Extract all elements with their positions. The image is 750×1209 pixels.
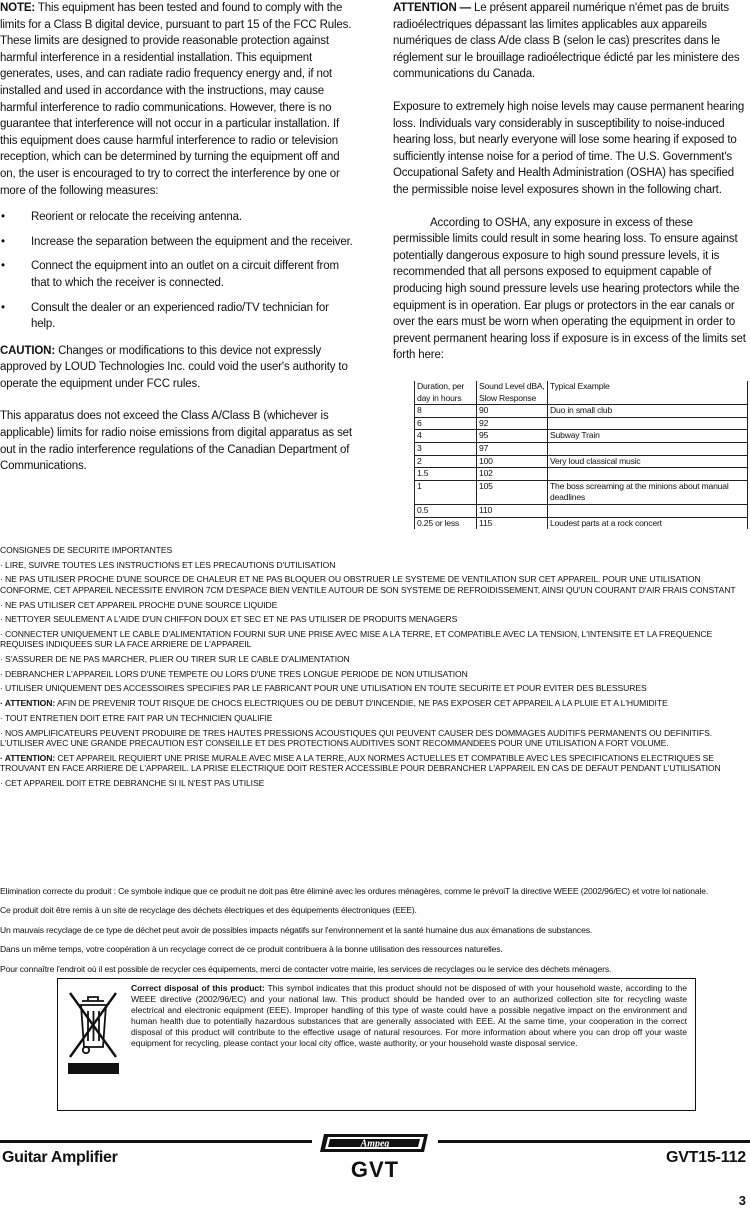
table-row: 0.25 or less 115 Loudest parts at a rock concert: [415, 517, 748, 529]
list-item: · S'ASSURER DE NE PAS MARCHER, PLIER OU TIRER SUR LE CABLE D'ALIMENTATION: [0, 654, 350, 665]
caution-paragraph: CAUTION: Changes or modifications to this device not expressly approved by LOUD Technologies Inc. could void the user's authority to operate the equipment under FCC rules.: [0, 344, 348, 390]
table-row: 1 105 The boss screaming at the minions about manual deadlines: [415, 480, 748, 504]
list-item: · NE PAS UTILISER CET APPAREIL PROCHE D'UNE SOURCE LIQUIDE: [0, 599, 278, 610]
french-weee-notice: [0, 886, 748, 983]
weee-fr-paragraph: Pour connaître l'endroit où il est possible de recycler ces équipements, merci de contacter votre mairie, les services de recyclages ou le service des déchets ménagers.: [0, 963, 612, 974]
table-header-cell: Typical Example: [548, 381, 748, 405]
weee-fr-paragraph: Un mauvais recyclage de ce type de déchet peut avoir de possibles impacts négatifs sur l'environnement et la santé humaine dus aux émanations de substances.: [0, 924, 593, 935]
table-row: 4 95 Subway Train: [415, 430, 748, 443]
list-item: · NETTOYER SEULEMENT A L'AIDE D'UN CHIFFON DOUX ET SEC ET NE PAS UTILISER DE PRODUITS MENAGERS: [0, 614, 458, 625]
list-item: · NOS AMPLIFICATEURS PEUVENT PRODUIRE DE TRES HAUTES PRESSIONS ACOUSTIQUES QUI PEUVENT CAUSER DES DOMMAGES AUDITIFS PERMANENTS OU DEFINITIFS. L'UTILISER AVEC UNE GRANDE PRECAUTION EST CONSEILLE ET DES PROTECTIONS AUDITIVES SONT RECOMMANDEES POUR UNE UTILISATION A FORT VOLUME.: [0, 727, 713, 748]
footer-rule-left: [0, 1140, 312, 1143]
list-item: · TOUT ENTRETIEN DOIT ETRE FAIT PAR UN TECHNICIEN QUALIFIE: [0, 712, 273, 723]
attention-label: ATTENTION —: [393, 2, 471, 14]
page-footer: [0, 1130, 750, 1190]
table-header-row: [415, 381, 748, 405]
footer-product-type: Guitar Amplifier: [2, 1149, 118, 1166]
crossed-out-wheelie-bin-icon: [66, 987, 121, 1075]
footer-model-number: GVT15-112: [665, 1149, 746, 1166]
list-item: · ATTENTION: AFIN DE PREVENIR TOUT RISQUE DE CHOCS ELECTRIQUES OU DE DEBUT D'INCENDIE, NE PAS EXPOSER CET APPAREIL A LA PLUIE ET A L'HUMIDITE: [0, 698, 668, 709]
table-row: 6 92: [415, 417, 748, 430]
osha-paragraph: According to OSHA, any exposure in excess of these permissible limits could result in some hearing loss. To ensure against potentially dangerous exposure to high sound pressure levels, it is recommended that all persons exposed to equipment capable of producing high sound pressure levels use hearing protectors while the equipment is in operation. Ear plugs or protectors in the ear canals or over the ears must be worn when operating the equipment in order to prevent permanent hearing loss if exposure is in excess of the limits set forth here:: [393, 216, 746, 362]
list-item: • Increase the separation between the equipment and the receiver.: [1, 235, 353, 248]
fcc-measures-list: [0, 209, 356, 333]
list-item: · NE PAS UTILISER PROCHE D'UNE SOURCE DE CHALEUR ET NE PAS BLOQUER OU OBSTRUER LE SYSTEME DE VENTILATION SUR CET APPAREIL. POUR UNE UTILISATION CONFORME, CET APPAREIL NECESSITE ENVIRON 7CM D'ESPACE BIEN VENTILE AUTOUR DE SON SYSTEME DE REFROIDISSEMENT, AINSI QU'UN COURANT D'AIR FRAIS CONSTANT: [0, 574, 736, 595]
weee-disposal-label: Correct disposal of this product:: [131, 983, 265, 993]
list-item: · LIRE, SUIVRE TOUTES LES INSTRUCTIONS ET LES PRECAUTIONS D'UTILISATION: [0, 559, 336, 570]
list-item: · UTILISER UNIQUEMENT DES ACCESSOIRES SPECIFIES PAR LE FABRICANT POUR UNE UTILISATION EN TOUTE SECURITE ET POUR EVITER DES BLESSURES: [0, 683, 647, 694]
weee-fr-paragraph: Ce produit doit être remis à un site de recyclage des déchets électriques et des équipements électroniques (EEE).: [0, 905, 417, 916]
list-item: • Consult the dealer or an experienced radio/TV technician for help.: [1, 301, 329, 331]
left-column: [0, 0, 356, 475]
list-item: • Reorient or relocate the receiving antenna.: [1, 211, 242, 224]
table-row: 0.5 110: [415, 504, 748, 517]
french-safety-title: CONSIGNES DE SECURITE IMPORTANTES: [0, 545, 173, 555]
ampeg-logo: [318, 1130, 432, 1156]
attention-paragraph: ATTENTION — Le présent appareil numérique n'émet pas de bruits radioélectriques dépassant las limites applicables aux appareils numériques de class A/de class B (selon le cas) prescrites dans le réglement sur le brouillage radioélectrique édicté par les ministere des communications du Canada.: [393, 2, 740, 81]
apparatus-paragraph: This apparatus does not exceed the Class A/Class B (whichever is applicable) limits for radio noise emissions from digital apparatus as set out in the radio interference regulations of the Canadian Department of Communications.: [0, 410, 352, 473]
french-safety-instructions: [0, 545, 748, 792]
exposure-paragraph: Exposure to extremely high noise levels may cause permanent hearing loss. Individuals vary considerably in susceptibility to noise-induced hearing loss, but nearly everyone will lose some hearing if exposed to sufficiently intense noise for a period of time. The U.S. Government's Occupational Safety and Health Administration (OSHA) has specified the permissible noise level exposures shown in the following chart.: [393, 100, 745, 196]
osha-noise-table: [414, 381, 748, 529]
table-row: 3 97: [415, 442, 748, 455]
fcc-note-text: This equipment has been tested and found to comply with the limits for a Class B digital device, pursuant to part 15 of the FCC Rules. These limits are designed to provide reasonable protection against harmful interference in a residential installation. This equipment generates, uses, and can radiate radio frequency energy and, if not installed and used in accordance with the instructions, may cause harmful interference to radio communications. However, there is no guarantee that interference will not occur in a particular installation. If this equipment does cause harmful interference to radio or television reception, which can be determined by turning the equipment off and on, the user is encouraged to try to correct the interference by one or more of the following measures:: [0, 2, 352, 197]
caution-label: CAUTION:: [0, 344, 56, 357]
fcc-note-label: NOTE:: [0, 2, 36, 14]
list-item: · CONNECTER UNIQUEMENT LE CABLE D'ALIMENTATION FOURNI SUR UNE PRISE AVEC MISE A LA TERRE, ET COMPATIBLE AVEC LA TENSION, L'INTENSITE ET LA FREQUENCE REQUISES INDIQUEES SUR LA FACE ARRIERE DE L'APPAREIL: [0, 628, 713, 650]
gvt-series-logo: GVT: [350, 1157, 400, 1182]
weee-disposal-text: Correct disposal of this product: This symbol indicates that this product should not be disposed of with your household waste, according to the WEEE directive (2002/96/EC) and your national law. This product should be handed over to an authorized collection site for recycling waste electrical and electronic equipment (EEE). Improper handling of this type of waste could have a possible negative impact on the environment and human health due to potentially hazardous substances that are generally associated with EEE. At the same time, your cooperation in the correct disposal of this product will contribute to the effective usage of natural resources. For more information about where you can drop off your waste equipment for recycling, please contact your local city office, waste authority, or your household waste disposal service.: [131, 983, 687, 1048]
fcc-note: [0, 0, 356, 199]
weee-disposal-box: [57, 978, 696, 1111]
list-item: • Connect the equipment into an outlet on a circuit different from that to which the receiver is connected.: [1, 260, 339, 289]
weee-fr-paragraph: Elimination correcte du produit : Ce symbole indique que ce produit ne doit pas être éliminé avec les ordures ménagères, comme le prévoiT la directive WEEE (2002/96/EC) et votre loi nationale.: [0, 886, 709, 896]
table-row: 8 90 Duo in small club: [415, 405, 748, 418]
footer-rule-right: [438, 1140, 750, 1143]
right-column: [393, 0, 749, 528]
brand-name: Ampeg: [360, 1138, 390, 1150]
weee-fr-paragraph: Dans un même temps, votre coopération à un recyclage correct de ce produit contribuera à la bonne utilisation des ressources naturelles.: [0, 944, 503, 955]
table-row: 2 100 Very loud classical music: [415, 455, 748, 468]
table-row: 1.5 102: [415, 468, 748, 481]
table-header-cell: Sound Level dBA, Slow Response: [477, 381, 548, 405]
list-item: · ATTENTION: CET APPAREIL REQUIERT UNE PRISE MURALE AVEC MISE A LA TERRE, AUX NORMES ACTUELLES ET COMPATIBLE AVEC LES SPECIFICATIONS ELECTRIQUES SE TROUVANT EN FACE ARRIERE DE L'APPAREIL. LA PRISE ELECTRIQUE DOIT RESTER ACCESSIBLE POUR DEBRANCHER L'APPAREIL EN CAS DE DEFAUT PENDANT L'UTILISATION: [0, 752, 721, 774]
list-item: · DEBRANCHER L'APPAREIL LORS D'UNE TEMPETE OU LORS D'UNE TRES LONGUE PERIODE DE NON UTILISATION: [0, 668, 468, 679]
page-number: 3: [738, 1193, 746, 1208]
list-item: · CET APPAREIL DOIT ETRE DEBRANCHE SI IL N'EST PAS UTILISE: [0, 777, 265, 788]
table-header-cell: Duration, per day in hours: [415, 381, 477, 405]
